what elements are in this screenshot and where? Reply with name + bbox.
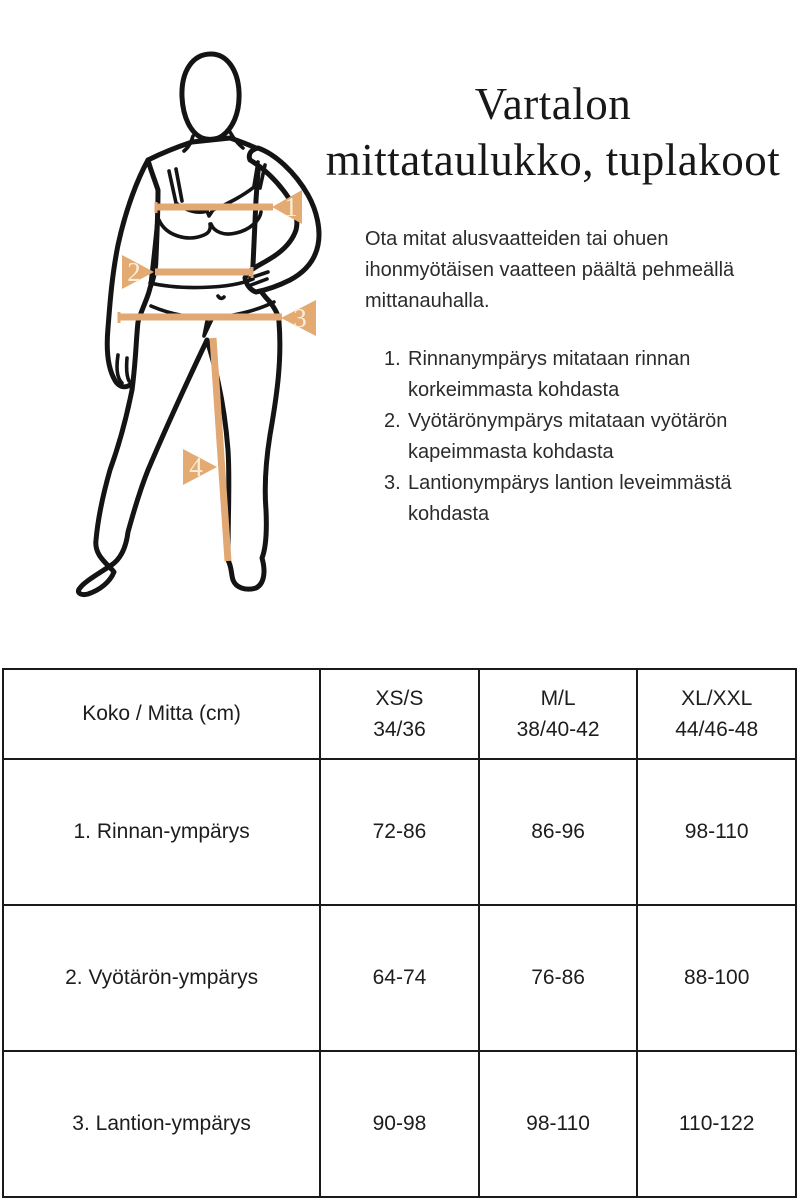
page-title-line1: Vartalon (474, 79, 632, 129)
column-range: 44/46-48 (675, 718, 759, 741)
list-item-text: Rinnanympärys mitataan rinnan korkeimmasta kohdasta (408, 348, 691, 401)
measurement-instructions (384, 344, 786, 530)
column-header-xl-xxl (637, 669, 796, 759)
table-row-waist (3, 905, 796, 1051)
list-item-marker: 1. (384, 348, 401, 370)
column-size: XL/XXL (681, 687, 753, 710)
row-label: 3. Lantion-ympärys (3, 1051, 320, 1197)
bust-arrow-label: 1 (284, 192, 298, 222)
row-label: 1. Rinnan-ympärys (3, 759, 320, 905)
table-row-bust (3, 759, 796, 905)
list-item-marker: 3. (384, 472, 401, 494)
row-label: 2. Vyötärön-ympärys (3, 905, 320, 1051)
table-cell: 98-110 (479, 1051, 638, 1197)
table-cell: 110-122 (637, 1051, 796, 1197)
table-cell: 98-110 (637, 759, 796, 905)
column-size: XS/S (375, 687, 424, 710)
page-title-line2: mittataulukko, tuplakoot (325, 135, 781, 185)
leg-arrow-label: 4 (189, 452, 203, 482)
hip-arrow-label: 3 (293, 303, 307, 333)
column-range: 34/36 (373, 718, 426, 741)
size-table (2, 668, 797, 1198)
list-item (384, 406, 786, 468)
list-item-marker: 2. (384, 410, 401, 432)
body-measurement-diagram (70, 40, 350, 610)
table-corner-label: Koko / Mitta (cm) (3, 669, 320, 759)
intro-text: Ota mitat alusvaatteiden tai ohuen ihonmyötäisen vaatteen päältä pehmeällä mittanauhalla. (365, 228, 735, 312)
table-cell: 88-100 (637, 905, 796, 1051)
page-title (313, 76, 793, 188)
list-item (384, 344, 786, 406)
list-item-text: Lantionympärys lantion leveimmästä kohdasta (408, 472, 732, 525)
column-range: 38/40-42 (516, 718, 600, 741)
list-item (384, 468, 786, 530)
column-header-m-l (479, 669, 638, 759)
table-header-row (3, 669, 796, 759)
waist-arrow-label: 2 (127, 257, 141, 287)
list-item-text: Vyötärönympärys mitataan vyötärön kapeimmasta kohdasta (408, 410, 728, 463)
table-cell: 86-96 (479, 759, 638, 905)
column-size: M/L (540, 687, 576, 710)
table-cell: 76-86 (479, 905, 638, 1051)
table-row-hip (3, 1051, 796, 1197)
table-cell: 72-86 (320, 759, 479, 905)
table-cell: 64-74 (320, 905, 479, 1051)
table-cell: 90-98 (320, 1051, 479, 1197)
column-header-xs-s (320, 669, 479, 759)
body-figure-svg (70, 40, 350, 610)
body-outline (78, 54, 319, 595)
